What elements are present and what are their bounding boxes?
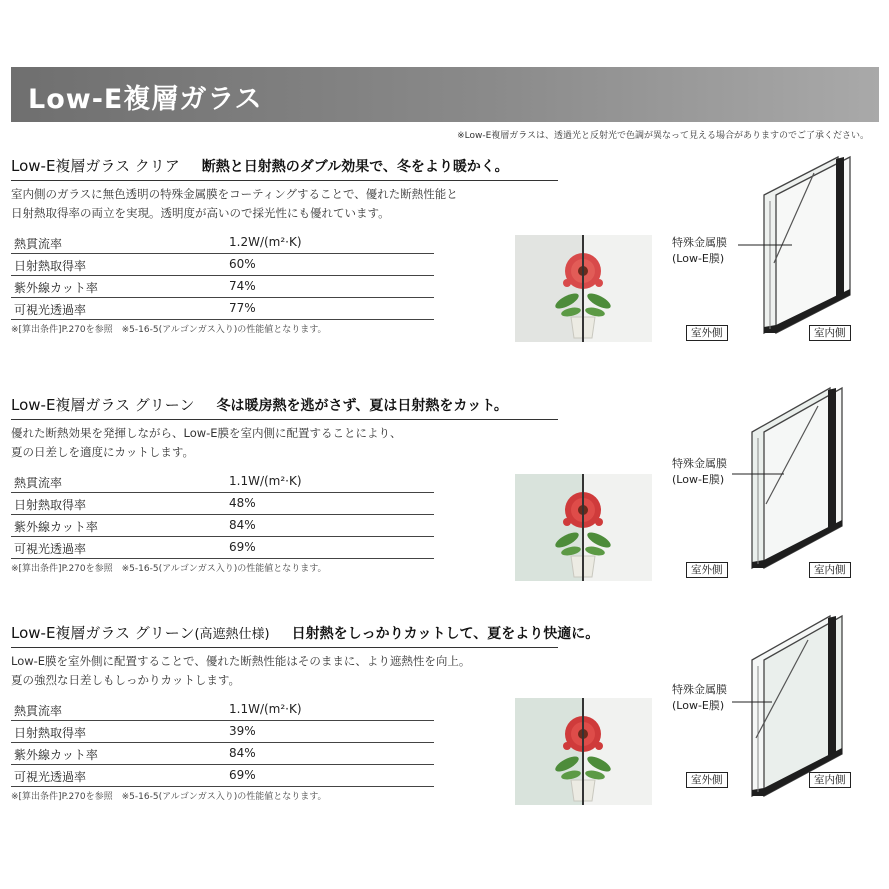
spec-label: 日射熱取得率	[14, 498, 87, 512]
section-green-high-shield	[0, 622, 889, 840]
description-line: 夏の日差しを適度にカットします。	[11, 445, 194, 459]
description	[11, 185, 556, 223]
outdoor-label: 室外側	[686, 772, 728, 788]
spec-label: 熱貫流率	[14, 704, 63, 718]
tagline: 断熱と日射熱のダブル効果で、冬をより暖かく。	[201, 159, 509, 175]
spec-label: 可視光透過率	[14, 770, 87, 784]
description	[11, 652, 556, 690]
color-disclaimer-note: ※Low-E複層ガラスは、透過光と反射光で色調が異なって見える場合がありますのでご了承ください。	[457, 131, 869, 141]
calculation-note: ※[算出条件]P.270を参照 ※5-16-5(アルゴンガス入り)の性能値となります。	[11, 325, 327, 335]
flower-comparison-photo	[515, 698, 652, 805]
calculation-note: ※[算出条件]P.270を参照 ※5-16-5(アルゴンガス入り)の性能値となります。	[11, 792, 327, 802]
spec-row	[11, 765, 434, 787]
page-title: Low-E複層ガラス	[28, 84, 263, 115]
spec-value: 1.1W/(m²·K)	[229, 702, 302, 716]
flower-comparison-photo	[515, 474, 652, 581]
section-heading	[11, 622, 599, 643]
spec-label: 可視光透過率	[14, 303, 87, 317]
description-line: 夏の強烈な日差しもしっかりカットします。	[11, 673, 240, 687]
spec-row	[11, 515, 434, 537]
spec-label: 紫外線カット率	[14, 281, 98, 295]
spec-value: 60%	[229, 257, 256, 271]
heading-rule	[11, 647, 558, 648]
outdoor-label: 室外側	[686, 562, 728, 578]
glass-diagram	[672, 382, 862, 576]
spec-value: 39%	[229, 724, 256, 738]
spec-value: 69%	[229, 768, 256, 782]
header-banner	[11, 67, 879, 122]
section-heading	[11, 155, 509, 176]
product-name-suffix: (高遮熱仕様)	[194, 627, 270, 642]
product-name: Low-E複層ガラス グリーン	[11, 624, 195, 642]
spec-value: 77%	[229, 301, 256, 315]
spec-row	[11, 276, 434, 298]
spec-label: 可視光透過率	[14, 542, 87, 556]
description	[11, 424, 556, 462]
spec-row	[11, 699, 434, 721]
spec-value: 74%	[229, 279, 256, 293]
heading-rule	[11, 419, 558, 420]
product-name: Low-E複層ガラス グリーン	[11, 396, 195, 414]
spec-row	[11, 232, 434, 254]
product-name: Low-E複層ガラス クリア	[11, 157, 180, 175]
section-clear	[0, 155, 889, 373]
flower-comparison-photo	[515, 235, 652, 342]
spec-row	[11, 537, 434, 559]
outdoor-label: 室外側	[686, 325, 728, 341]
heading-rule	[11, 180, 558, 181]
spec-row	[11, 493, 434, 515]
film-callout: 特殊金属膜 (Low-E膜)	[672, 683, 727, 712]
spec-row	[11, 743, 434, 765]
glass-diagram	[672, 155, 862, 345]
film-callout: 特殊金属膜 (Low-E膜)	[672, 236, 727, 265]
spec-table	[11, 232, 434, 320]
spec-row	[11, 721, 434, 743]
indoor-label: 室内側	[809, 772, 851, 788]
spec-value: 84%	[229, 518, 256, 532]
spec-row	[11, 471, 434, 493]
spec-value: 69%	[229, 540, 256, 554]
spec-label: 日射熱取得率	[14, 259, 87, 273]
spec-value: 84%	[229, 746, 256, 760]
spec-label: 日射熱取得率	[14, 726, 87, 740]
spec-label: 紫外線カット率	[14, 748, 98, 762]
section-heading	[11, 394, 508, 415]
spec-label: 紫外線カット率	[14, 520, 98, 534]
glass-diagram	[672, 610, 862, 800]
description-line: Low-E膜を室外側に配置することで、優れた断熱性能はそのままに、より遮熱性を向上。	[11, 654, 471, 668]
film-callout: 特殊金属膜 (Low-E膜)	[672, 457, 727, 486]
spec-value: 1.1W/(m²·K)	[229, 474, 302, 488]
spec-label: 熱貫流率	[14, 237, 63, 251]
spec-value: 48%	[229, 496, 256, 510]
spec-table	[11, 471, 434, 559]
description-line: 優れた断熱効果を発揮しながら、Low-E膜を室内側に配置することにより、	[11, 426, 402, 440]
spec-value: 1.2W/(m²·K)	[229, 235, 302, 249]
calculation-note: ※[算出条件]P.270を参照 ※5-16-5(アルゴンガス入り)の性能値となります。	[11, 564, 327, 574]
indoor-label: 室内側	[809, 325, 851, 341]
indoor-label: 室内側	[809, 562, 851, 578]
tagline: 日射熱をしっかりカットして、夏をより快適に。	[291, 626, 600, 642]
description-line: 日射熱取得率の両立を実現。透明度が高いので採光性にも優れています。	[11, 206, 390, 220]
spec-label: 熱貫流率	[14, 476, 63, 490]
spec-table	[11, 699, 434, 787]
description-line: 室内側のガラスに無色透明の特殊金属膜をコーティングすることで、優れた断熱性能と	[11, 187, 458, 201]
spec-row	[11, 298, 434, 320]
spec-row	[11, 254, 434, 276]
section-green	[0, 394, 889, 612]
tagline: 冬は暖房熱を逃がさず、夏は日射熱をカット。	[216, 398, 508, 414]
